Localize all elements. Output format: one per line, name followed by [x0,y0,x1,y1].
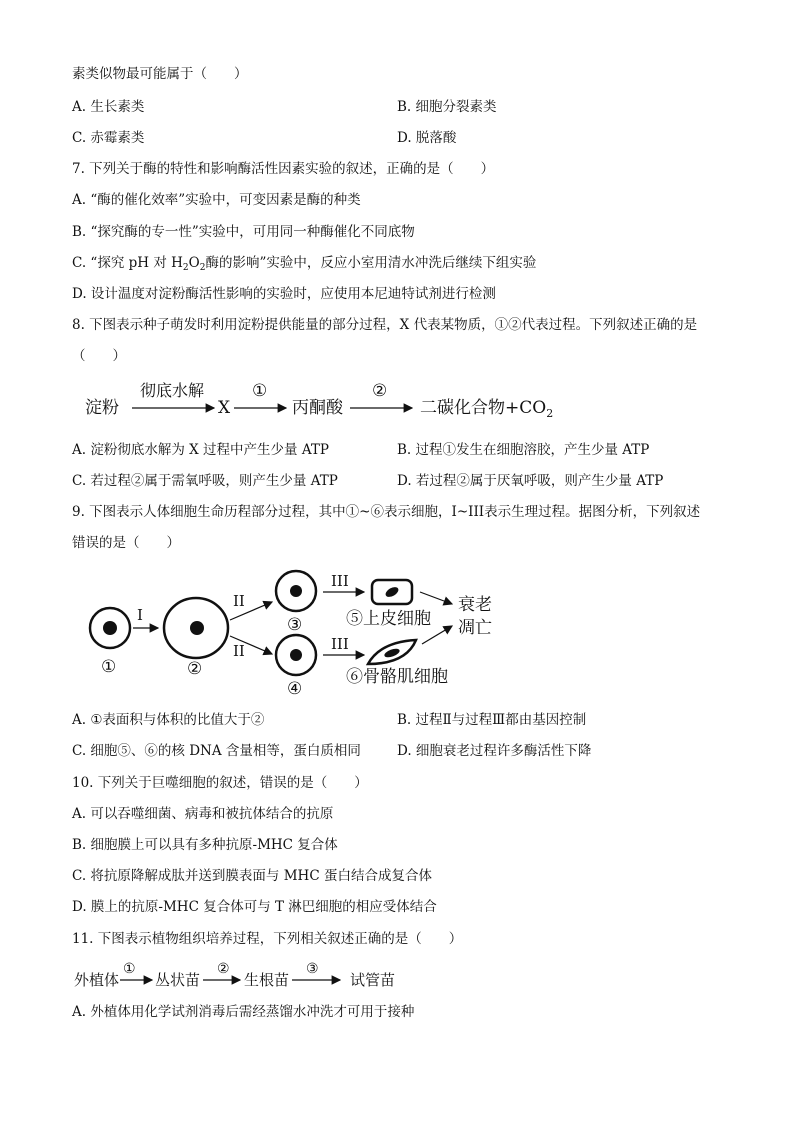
q11-option-a[interactable]: A. 外植体用化学试剂消毒后需经蒸馏水冲洗才可用于接种 [72,1004,415,1020]
q9-process-2a-label: II [233,592,245,610]
q11-tissue-culture-diagram [72,957,432,993]
q9-stem: 9. 下图表示人体细胞生命历程部分过程，其中①~⑥表示细胞，I~III表示生理过程。据图分析，下列叙述 [72,504,701,520]
q9-death-label: 凋亡 [458,618,492,638]
q9-cell-2-label: ② [187,659,203,679]
q9-arrow-to-aging-5 [420,592,452,604]
q8-hydrolysis-label: 彻底水解 [140,381,205,400]
q8-stem: 8. 下图表示种子萌发时利用淀粉提供能量的部分过程，X 代表某物质，①②代表过程。下列叙述正确的是 [72,317,698,333]
q9-cell-5-label: ⑤上皮细胞 [346,609,431,629]
q10-option-c[interactable]: C. 将抗原降解成肽并送到膜表面与 MHC 蛋白结合成复合体 [72,868,432,884]
q8-option-a[interactable]: A. 淀粉彻底水解为 X 过程中产生少量 ATP [72,442,329,458]
q8-step2-label: ② [372,381,388,401]
q9-cell-6-label: ⑥骨骼肌细胞 [346,667,448,687]
q10-option-b[interactable]: B. 细胞膜上可以具有多种抗原-MHC 复合体 [72,837,338,853]
q8-step1-label: ① [252,381,268,401]
q9-process-1-label: I [137,606,143,624]
q8-option-b[interactable]: B. 过程①发生在细胞溶胶，产生少量 ATP [397,442,650,458]
q7-option-d[interactable]: D. 设计温度对淀粉酶活性影响的实验时，应使用本尼迪特试剂进行检测 [72,286,496,302]
q9-cell-3-label: ③ [287,615,303,635]
q6-option-b[interactable]: B. 细胞分裂素类 [397,99,497,115]
q10-option-d[interactable]: D. 膜上的抗原-MHC 复合体可与 T 淋巴细胞的相应受体结合 [72,899,437,915]
q7-option-a[interactable]: A. “酶的催化效率”实验中，可变因素是酶的种类 [72,192,361,208]
q9-process-3a-label: III [331,572,349,590]
q6-option-a[interactable]: A. 生长素类 [72,99,145,115]
q11-step2-label: ② [217,961,230,977]
q11-step3-label: ③ [306,961,319,977]
q11-tube-label: 试管苗 [350,971,396,989]
q8-product-label: 二碳化合物$+CO_2$ [420,398,554,420]
q9-aging-label: 衰老 [458,595,492,615]
q9-stem-cont: 错误的是（ ） [72,535,180,551]
q9-option-a[interactable]: A. ①表面积与体积的比值大于② [72,712,265,728]
q8-x-label: X [218,398,231,418]
q9-cell-lifecycle-diagram [80,562,520,702]
q9-option-c[interactable]: C. 细胞⑤、⑥的核 DNA 含量相等，蛋白质相同 [72,743,361,759]
q8-option-d[interactable]: D. 若过程②属于厌氧呼吸，则产生少量 ATP [397,473,664,489]
q9-option-d[interactable]: D. 细胞衰老过程许多酶活性下降 [397,743,592,759]
q11-cluster-label: 丛状苗 [155,971,201,989]
q11-stem: 11. 下图表示植物组织培养过程，下列相关叙述正确的是（ ） [72,931,463,947]
q7-stem: 7. 下列关于酶的特性和影响酶活性因素实验的叙述，正确的是（ ） [72,161,495,177]
q8-starch-pathway-diagram [80,374,580,424]
q9-option-b[interactable]: B. 过程Ⅱ与过程Ⅲ都由基因控制 [397,712,587,728]
q9-process-3b-label: III [331,635,349,653]
q9-process-2b-label: II [233,642,245,660]
q6-stem-tail: 素类似物最可能属于（ ） [72,66,248,82]
q11-step1-label: ① [123,961,136,977]
q8-stem-bracket: （ ） [72,348,126,364]
q9-cell-4-label: ④ [287,679,303,699]
q8-starch-label: 淀粉 [85,398,119,418]
q6-option-d[interactable]: D. 脱落酸 [397,130,457,146]
q7-option-c[interactable]: C. “探究 pH 对 $H_2O_2$酶的影响”实验中，反应小室用清水冲洗后继续下组实验 [72,255,537,273]
q11-rooted-label: 生根苗 [244,971,290,989]
q9-cell-1-label: ① [101,657,117,677]
q8-pyruvate-label: 丙酮酸 [292,398,343,418]
q11-explant-label: 外植体 [74,971,120,989]
q8-option-c[interactable]: C. 若过程②属于需氧呼吸，则产生少量 ATP [72,473,338,489]
q7-option-b[interactable]: B. “探究酶的专一性”实验中，可用同一种酶催化不同底物 [72,224,415,240]
q10-stem: 10. 下列关于巨噬细胞的叙述，错误的是（ ） [72,775,368,791]
q6-option-c[interactable]: C. 赤霉素类 [72,130,145,146]
q10-option-a[interactable]: A. 可以吞噬细菌、病毒和被抗体结合的抗原 [72,806,334,822]
